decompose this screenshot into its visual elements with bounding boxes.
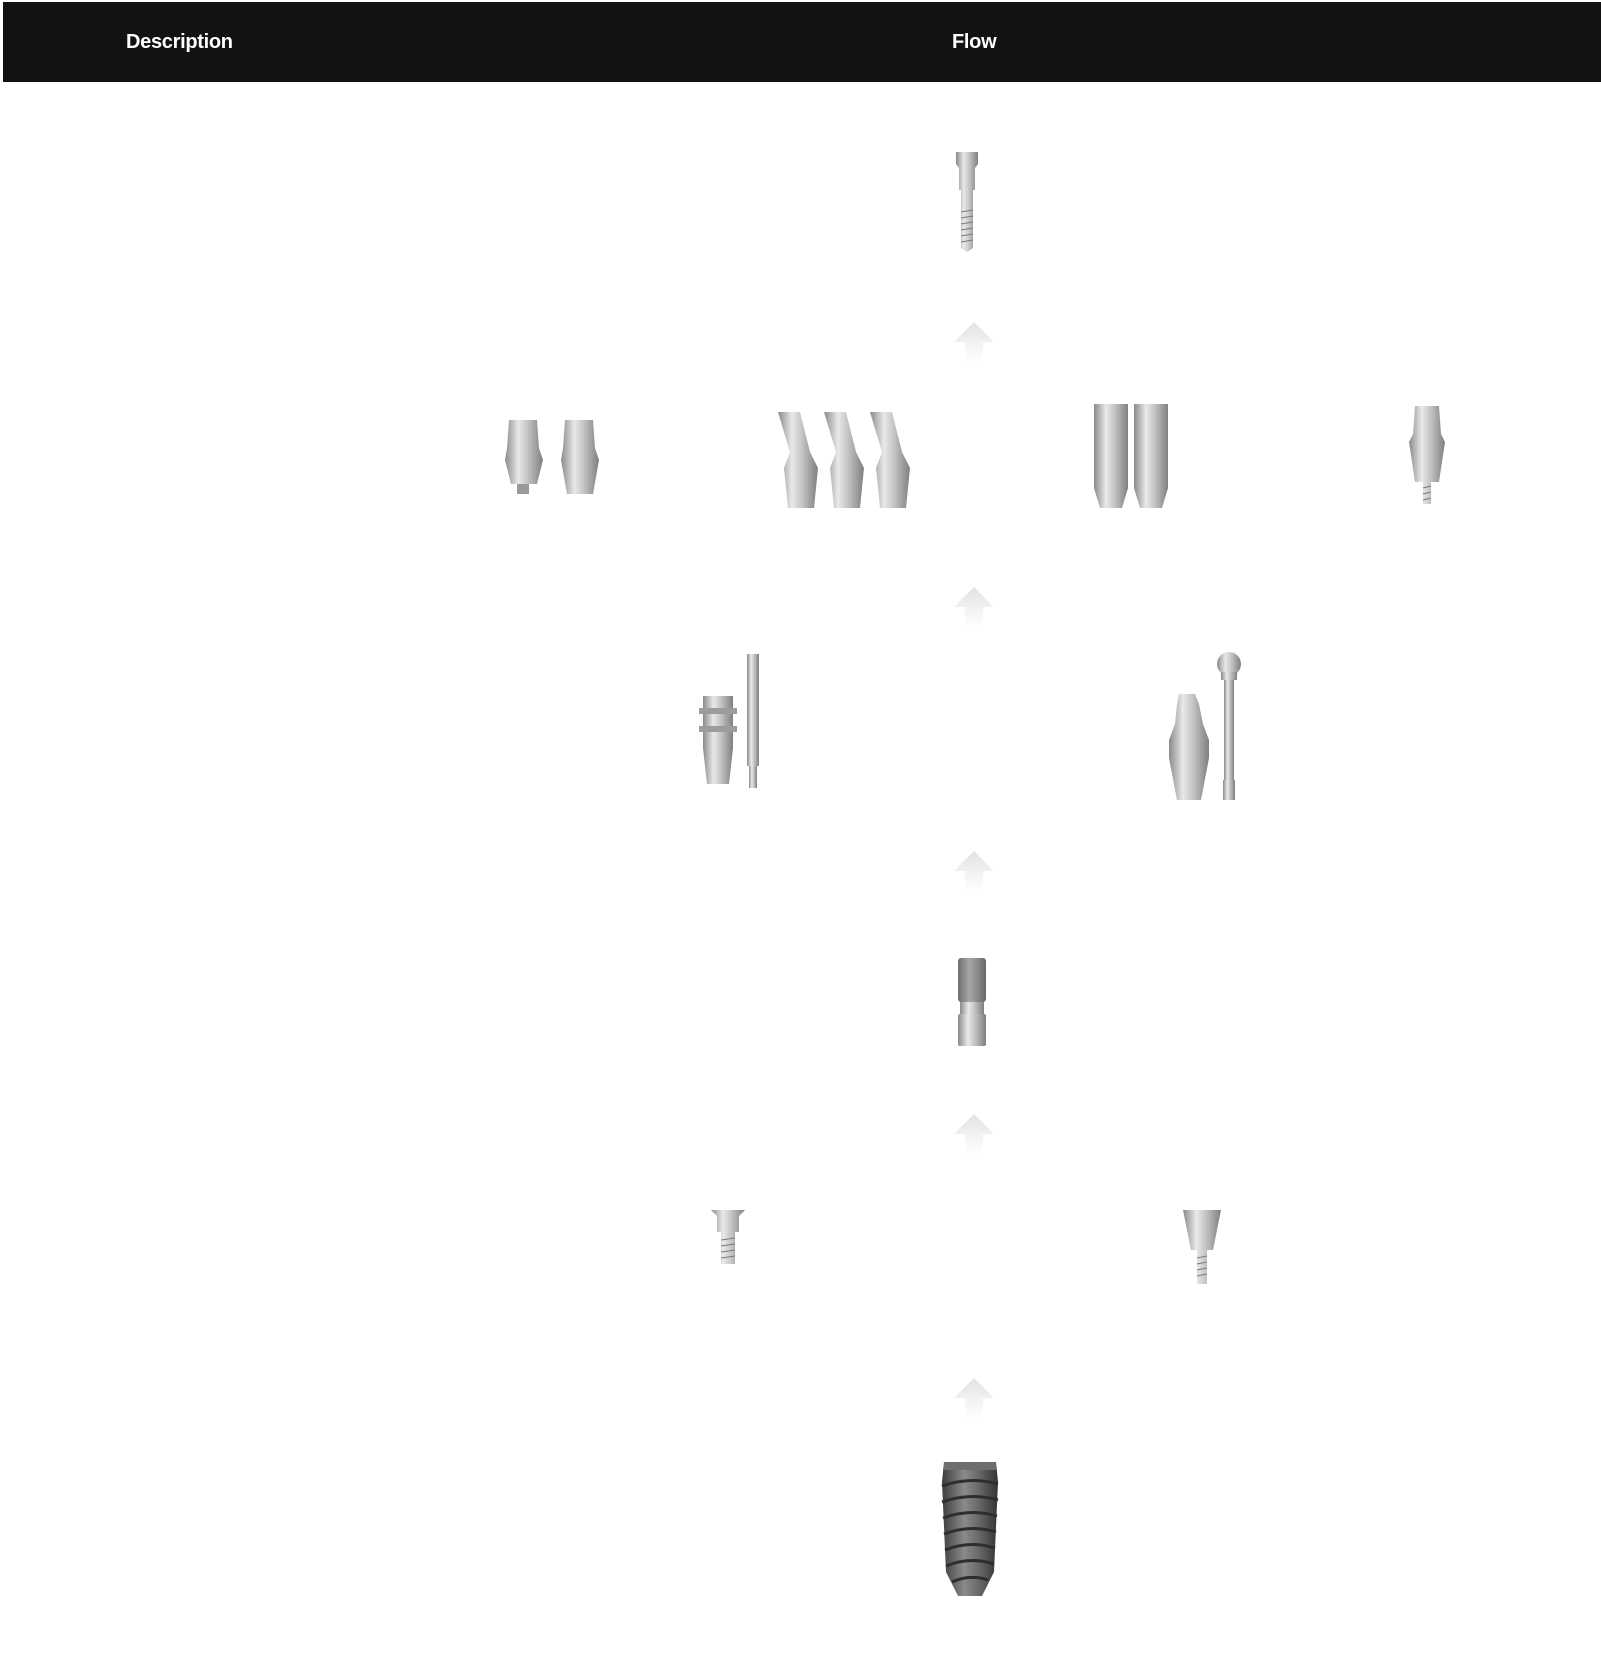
healing-abutment-icon — [1183, 1210, 1221, 1286]
up-arrow-icon — [952, 320, 996, 364]
table-header — [3, 2, 1601, 82]
cylinder-copings-pair-icon — [1092, 404, 1172, 508]
straight-abutments-pair-icon — [503, 420, 603, 500]
column-header-description: Description — [126, 31, 233, 53]
screw-part-icon — [954, 152, 980, 252]
impression-coping-with-pin-icon — [699, 654, 765, 790]
ball-abutment-with-screw-icon — [1167, 654, 1243, 802]
flow-diagram — [0, 82, 1601, 1664]
angled-abutments-trio-icon — [778, 412, 914, 508]
up-arrow-icon — [952, 849, 996, 893]
dental-implant-icon — [940, 1462, 1000, 1598]
implant-analog-icon — [958, 958, 986, 1046]
up-arrow-icon — [952, 585, 996, 629]
cover-screw-icon — [711, 1210, 745, 1266]
tall-abutment-icon — [1409, 406, 1445, 506]
up-arrow-icon — [952, 1376, 996, 1420]
up-arrow-icon — [952, 1112, 996, 1156]
column-header-flow: Flow — [952, 31, 997, 53]
